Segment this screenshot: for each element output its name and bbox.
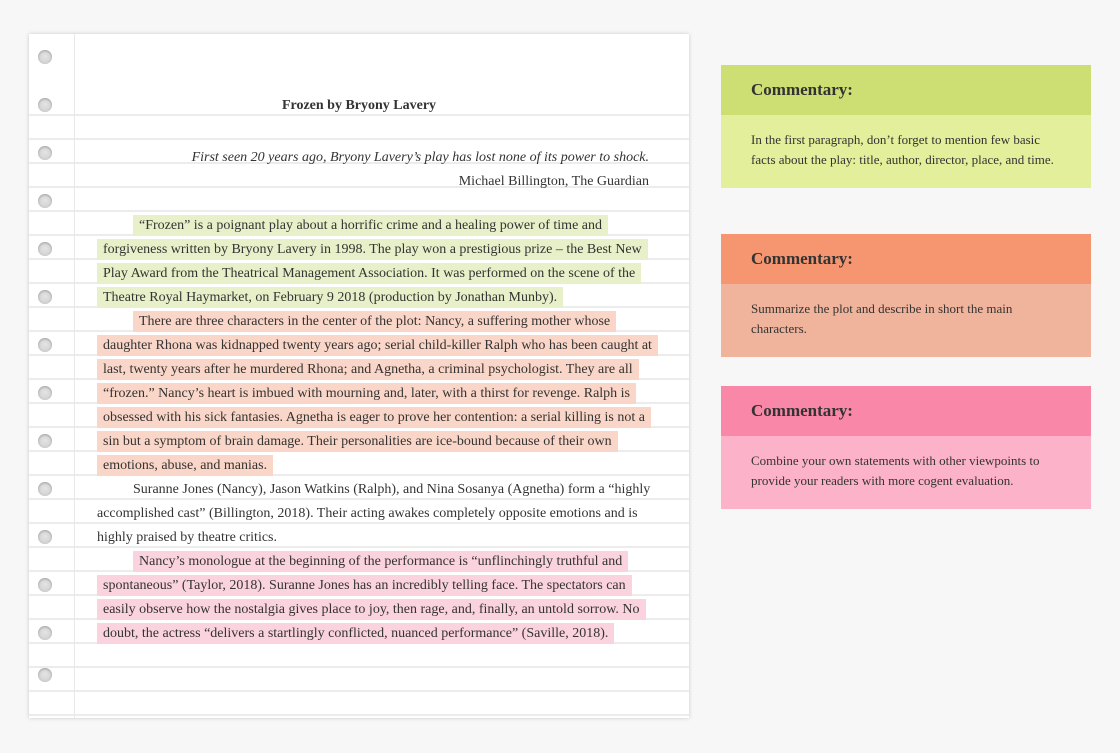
commentary-heading: Commentary: <box>721 386 1091 436</box>
commentary-box-2 <box>721 234 1091 357</box>
notebook-paper <box>29 34 689 718</box>
commentary-heading: Commentary: <box>721 234 1091 284</box>
epigraph-quote: First seen 20 years ago, Bryony Lavery’s play has lost none of its power to shock. <box>191 150 649 165</box>
paragraph-intro <box>97 214 661 310</box>
epigraph-attribution: Michael Billington, The Guardian <box>458 174 649 189</box>
highlight-orange: There are three characters in the center of the plot: Nancy, a suffering mother whose daughter Rhona was kidnapped twenty years ago; serial child-killer Ralph who has been caught at last, twenty years after he murdered Rhona; and Agnetha, a criminal psychologist. They are all “frozen.” Nancy’s heart is imbued with mourning and, later, with a thirst for revenge. Ralph is obsessed with his sick fantasies. Agnetha is eager to prove her contention: a serial killing is not a sin but a symptom of brain damage. Their personalities are ice-bound because of their own emotions, abuse, and manias. <box>97 311 658 476</box>
commentary-box-1 <box>721 65 1091 188</box>
commentary-box-3 <box>721 386 1091 509</box>
paragraph-monologue <box>97 550 661 646</box>
commentary-text: Combine your own statements with other viewpoints to provide your readers with more cogent evaluation. <box>721 436 1091 509</box>
paragraph-cast <box>97 478 661 550</box>
commentary-text: In the first paragraph, don’t forget to mention few basic facts about the play: title, author, director, place, and time. <box>721 115 1091 188</box>
epigraph <box>192 146 649 194</box>
highlight-green: “Frozen” is a poignant play about a horrific crime and a healing power of time and forgiveness written by Bryony Lavery in 1998. The play won a prestigious prize – the Best New Play Award from the Theatrical Management Association. It was performed on the scene of the Theatre Royal Haymarket, on February 9 2018 (production by Jonathan Munby). <box>97 215 648 308</box>
document-title: Frozen by Bryony Lavery <box>281 98 437 113</box>
commentary-text: Summarize the plot and describe in short the main characters. <box>721 284 1091 357</box>
paragraph-plot <box>97 310 661 478</box>
commentary-heading: Commentary: <box>721 65 1091 115</box>
highlight-pink: Nancy’s monologue at the beginning of the performance is “unflinchingly truthful and spontaneous” (Taylor, 2018). Suranne Jones has an incredibly telling face. The spectators can easily observe how the nostalgia gives place to joy, then rage, and, finally, an untold sorrow. No doubt, the actress “delivers a startlingly conflicted, nuanced performance” (Saville, 2018). <box>97 551 646 644</box>
paragraph-text: Suranne Jones (Nancy), Jason Watkins (Ralph), and Nina Sosanya (Agnetha) form a “highly accomplished cast” (Billington, 2018). Their acting awakes completely opposite emotions and is highly praised by theatre critics. <box>97 482 651 545</box>
document-content <box>29 34 689 718</box>
